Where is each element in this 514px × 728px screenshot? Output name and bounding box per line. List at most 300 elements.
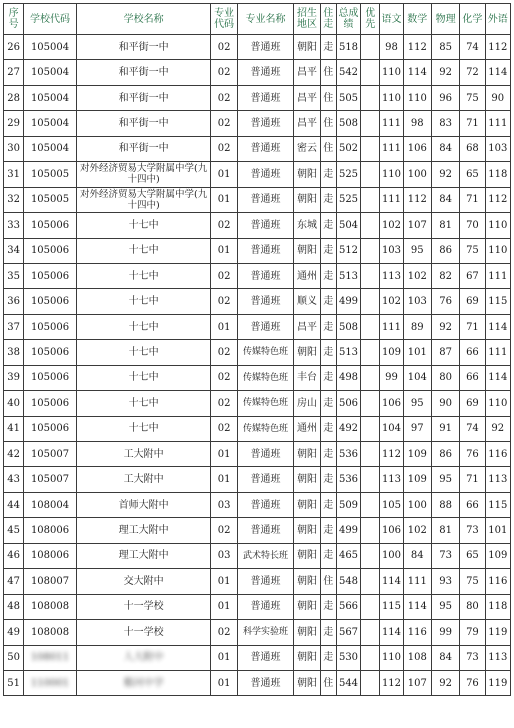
total-score-cell: 548 <box>336 569 360 594</box>
english-cell: 114 <box>485 314 510 339</box>
seq-cell: 28 <box>4 85 24 110</box>
math-cell: 110 <box>403 85 431 110</box>
seq-cell: 40 <box>4 391 24 416</box>
region-cell: 东城 <box>294 213 320 238</box>
school-code-cell: 108011 <box>24 645 77 670</box>
header-seq: 序号 <box>4 4 24 35</box>
header-physics: 物理 <box>431 4 459 35</box>
priority-cell <box>361 136 380 161</box>
header-total: 总成绩 <box>336 4 360 35</box>
region-cell: 朝阳 <box>294 442 320 467</box>
math-cell: 95 <box>403 391 431 416</box>
english-cell: 103 <box>485 136 510 161</box>
boarding-cell: 走 <box>320 543 336 568</box>
chemistry-cell: 75 <box>460 569 485 594</box>
boarding-cell: 住 <box>320 111 336 136</box>
english-cell: 115 <box>485 289 510 314</box>
major-name-cell: 普通班 <box>237 314 294 339</box>
math-cell: 101 <box>403 340 431 365</box>
table-row <box>4 518 511 543</box>
school-code-cell: 105006 <box>24 238 77 263</box>
school-code-cell: 105006 <box>24 416 77 441</box>
table-row <box>4 111 511 136</box>
chinese-cell: 112 <box>380 442 403 467</box>
math-cell: 103 <box>403 289 431 314</box>
priority-cell <box>361 391 380 416</box>
total-score-cell: 504 <box>336 213 360 238</box>
region-cell: 朝阳 <box>294 645 320 670</box>
seq-cell: 33 <box>4 213 24 238</box>
seq-cell: 30 <box>4 136 24 161</box>
math-cell: 108 <box>403 645 431 670</box>
region-cell: 昌平 <box>294 111 320 136</box>
region-cell: 房山 <box>294 391 320 416</box>
table-row <box>4 85 511 110</box>
major-code-cell: 02 <box>211 416 237 441</box>
chinese-cell: 106 <box>380 391 403 416</box>
boarding-cell: 走 <box>320 263 336 288</box>
priority-cell <box>361 187 380 212</box>
chemistry-cell: 74 <box>460 416 485 441</box>
math-cell: 109 <box>403 442 431 467</box>
major-code-cell: 01 <box>211 467 237 492</box>
priority-cell <box>361 620 380 645</box>
table-row <box>4 162 511 187</box>
math-cell: 114 <box>403 594 431 619</box>
boarding-cell: 走 <box>320 187 336 212</box>
seq-cell: 37 <box>4 314 24 339</box>
math-cell: 107 <box>403 213 431 238</box>
school-name-cell: 十七中 <box>76 340 211 365</box>
major-name-cell: 武术特长班 <box>237 543 294 568</box>
chinese-cell: 111 <box>380 111 403 136</box>
seq-cell: 43 <box>4 467 24 492</box>
school-name-cell: 十七中 <box>76 238 211 263</box>
major-name-cell: 普通班 <box>237 238 294 263</box>
region-cell: 朝阳 <box>294 620 320 645</box>
region-cell: 朝阳 <box>294 467 320 492</box>
header-chemistry: 化学 <box>460 4 485 35</box>
chemistry-cell: 80 <box>460 594 485 619</box>
physics-cell: 93 <box>431 569 459 594</box>
chemistry-cell: 65 <box>460 543 485 568</box>
school-code-cell: 105006 <box>24 340 77 365</box>
english-cell: 118 <box>485 594 510 619</box>
region-cell: 昌平 <box>294 314 320 339</box>
school-name-cell: 和平街一中 <box>76 85 211 110</box>
physics-cell: 86 <box>431 442 459 467</box>
region-cell: 朝阳 <box>294 238 320 263</box>
major-name-cell: 普通班 <box>237 213 294 238</box>
major-name-cell: 普通班 <box>237 492 294 517</box>
major-name-cell: 普通班 <box>237 162 294 187</box>
math-cell: 112 <box>403 35 431 60</box>
physics-cell: 81 <box>431 213 459 238</box>
math-cell: 114 <box>403 60 431 85</box>
region-cell: 朝阳 <box>294 35 320 60</box>
priority-cell <box>361 569 380 594</box>
english-cell: 112 <box>485 187 510 212</box>
physics-cell: 80 <box>431 365 459 390</box>
seq-cell: 26 <box>4 35 24 60</box>
english-cell: 118 <box>485 162 510 187</box>
boarding-cell: 走 <box>320 416 336 441</box>
english-cell: 111 <box>485 111 510 136</box>
priority-cell <box>361 645 380 670</box>
priority-cell <box>361 60 380 85</box>
chemistry-cell: 70 <box>460 213 485 238</box>
table-row <box>4 467 511 492</box>
seq-cell: 32 <box>4 187 24 212</box>
region-cell: 朝阳 <box>294 543 320 568</box>
table-row <box>4 263 511 288</box>
major-name-cell: 传媒特色班 <box>237 365 294 390</box>
chemistry-cell: 69 <box>460 289 485 314</box>
physics-cell: 84 <box>431 645 459 670</box>
boarding-cell: 走 <box>320 645 336 670</box>
seq-cell: 35 <box>4 263 24 288</box>
chemistry-cell: 71 <box>460 111 485 136</box>
physics-cell: 88 <box>431 492 459 517</box>
boarding-cell: 住 <box>320 136 336 161</box>
chemistry-cell: 73 <box>460 645 485 670</box>
school-code-cell: 105004 <box>24 111 77 136</box>
priority-cell <box>361 35 380 60</box>
school-name-cell: 十七中 <box>76 289 211 314</box>
english-cell: 110 <box>485 238 510 263</box>
seq-cell: 39 <box>4 365 24 390</box>
chemistry-cell: 67 <box>460 263 485 288</box>
major-name-cell: 普通班 <box>237 569 294 594</box>
physics-cell: 99 <box>431 620 459 645</box>
priority-cell <box>361 213 380 238</box>
table-row <box>4 136 511 161</box>
math-cell: 111 <box>403 569 431 594</box>
english-cell: 113 <box>485 467 510 492</box>
header-school-code: 学校代码 <box>24 4 77 35</box>
chinese-cell: 112 <box>380 670 403 695</box>
total-score-cell: 509 <box>336 492 360 517</box>
school-name-cell: 对外经济贸易大学附属中学(九十四中) <box>76 162 211 187</box>
school-name-cell: 十七中 <box>76 314 211 339</box>
school-name-cell: 和平街一中 <box>76 35 211 60</box>
english-cell: 116 <box>485 569 510 594</box>
school-code-cell: 105007 <box>24 442 77 467</box>
school-code-cell: 105004 <box>24 85 77 110</box>
seq-cell: 29 <box>4 111 24 136</box>
total-score-cell: 508 <box>336 314 360 339</box>
school-name-cell: 对外经济贸易大学附属中学(九十四中) <box>76 187 211 212</box>
physics-cell: 92 <box>431 314 459 339</box>
seq-cell: 51 <box>4 670 24 695</box>
chemistry-cell: 73 <box>460 518 485 543</box>
chemistry-cell: 65 <box>460 162 485 187</box>
table-row <box>4 442 511 467</box>
priority-cell <box>361 162 380 187</box>
boarding-cell: 住 <box>320 60 336 85</box>
school-name-cell: 谿河中学 <box>76 670 211 695</box>
priority-cell <box>361 238 380 263</box>
physics-cell: 87 <box>431 340 459 365</box>
major-code-cell: 02 <box>211 365 237 390</box>
school-code-cell: 108007 <box>24 569 77 594</box>
chinese-cell: 114 <box>380 620 403 645</box>
major-name-cell: 普通班 <box>237 136 294 161</box>
english-cell: 114 <box>485 60 510 85</box>
boarding-cell: 走 <box>320 289 336 314</box>
school-code-cell: 105004 <box>24 136 77 161</box>
chinese-cell: 106 <box>380 518 403 543</box>
table-row <box>4 543 511 568</box>
math-cell: 84 <box>403 543 431 568</box>
region-cell: 朝阳 <box>294 569 320 594</box>
chinese-cell: 110 <box>380 85 403 110</box>
seq-cell: 36 <box>4 289 24 314</box>
school-code-cell: 105007 <box>24 467 77 492</box>
school-name-cell: 和平街一中 <box>76 136 211 161</box>
priority-cell <box>361 543 380 568</box>
school-code-cell: 105006 <box>24 314 77 339</box>
priority-cell <box>361 670 380 695</box>
english-cell: 110 <box>485 213 510 238</box>
priority-cell <box>361 365 380 390</box>
total-score-cell: 542 <box>336 60 360 85</box>
boarding-cell: 走 <box>320 467 336 492</box>
math-cell: 102 <box>403 263 431 288</box>
major-name-cell: 普通班 <box>237 289 294 314</box>
physics-cell: 92 <box>431 162 459 187</box>
school-name-cell: 十七中 <box>76 365 211 390</box>
chemistry-cell: 75 <box>460 85 485 110</box>
math-cell: 112 <box>403 187 431 212</box>
total-score-cell: 492 <box>336 416 360 441</box>
region-cell: 朝阳 <box>294 670 320 695</box>
english-cell: 111 <box>485 263 510 288</box>
school-name-cell: 十七中 <box>76 416 211 441</box>
chemistry-cell: 68 <box>460 136 485 161</box>
math-cell: 98 <box>403 111 431 136</box>
major-code-cell: 02 <box>211 60 237 85</box>
physics-cell: 86 <box>431 238 459 263</box>
priority-cell <box>361 263 380 288</box>
school-name-cell: 理工大附中 <box>76 518 211 543</box>
math-cell: 104 <box>403 365 431 390</box>
math-cell: 106 <box>403 136 431 161</box>
physics-cell: 92 <box>431 60 459 85</box>
chinese-cell: 110 <box>380 162 403 187</box>
priority-cell <box>361 111 380 136</box>
priority-cell <box>361 442 380 467</box>
english-cell: 116 <box>485 442 510 467</box>
major-name-cell: 普通班 <box>237 85 294 110</box>
priority-cell <box>361 340 380 365</box>
seq-cell: 41 <box>4 416 24 441</box>
region-cell: 通州 <box>294 416 320 441</box>
seq-cell: 38 <box>4 340 24 365</box>
total-score-cell: 544 <box>336 670 360 695</box>
chinese-cell: 111 <box>380 136 403 161</box>
chinese-cell: 110 <box>380 60 403 85</box>
header-english: 外语 <box>485 4 510 35</box>
boarding-cell: 走 <box>320 594 336 619</box>
priority-cell <box>361 594 380 619</box>
total-score-cell: 536 <box>336 467 360 492</box>
priority-cell <box>361 314 380 339</box>
major-name-cell: 传媒特色班 <box>237 391 294 416</box>
header-boarding: 住走 <box>320 4 336 35</box>
seq-cell: 48 <box>4 594 24 619</box>
physics-cell: 83 <box>431 111 459 136</box>
school-code-cell: 105004 <box>24 35 77 60</box>
major-name-cell: 传媒特色班 <box>237 416 294 441</box>
priority-cell <box>361 518 380 543</box>
table-row <box>4 492 511 517</box>
chinese-cell: 98 <box>380 35 403 60</box>
region-cell: 朝阳 <box>294 492 320 517</box>
total-score-cell: 499 <box>336 289 360 314</box>
table-header-row <box>4 4 511 35</box>
chemistry-cell: 71 <box>460 467 485 492</box>
chinese-cell: 110 <box>380 645 403 670</box>
major-name-cell: 普通班 <box>237 263 294 288</box>
seq-cell: 45 <box>4 518 24 543</box>
school-name-cell: 理工大附中 <box>76 543 211 568</box>
major-code-cell: 02 <box>211 289 237 314</box>
region-cell: 朝阳 <box>294 518 320 543</box>
major-code-cell: 01 <box>211 442 237 467</box>
school-name-cell: 十一学校 <box>76 620 211 645</box>
school-name-cell: 十一学校 <box>76 594 211 619</box>
total-score-cell: 513 <box>336 263 360 288</box>
boarding-cell: 住 <box>320 670 336 695</box>
table-row <box>4 416 511 441</box>
major-code-cell: 02 <box>211 85 237 110</box>
seq-cell: 47 <box>4 569 24 594</box>
region-cell: 顺义 <box>294 289 320 314</box>
chinese-cell: 103 <box>380 238 403 263</box>
chinese-cell: 111 <box>380 314 403 339</box>
english-cell: 110 <box>485 391 510 416</box>
school-code-cell: 105004 <box>24 60 77 85</box>
english-cell: 115 <box>485 492 510 517</box>
total-score-cell: 530 <box>336 645 360 670</box>
total-score-cell: 536 <box>336 442 360 467</box>
chemistry-cell: 76 <box>460 442 485 467</box>
school-code-cell: 108006 <box>24 518 77 543</box>
school-name-cell: 人大附中 <box>76 645 211 670</box>
region-cell: 昌平 <box>294 60 320 85</box>
major-name-cell: 普通班 <box>237 442 294 467</box>
table-row <box>4 289 511 314</box>
school-code-cell: 105005 <box>24 162 77 187</box>
major-code-cell: 02 <box>211 111 237 136</box>
physics-cell: 96 <box>431 85 459 110</box>
major-name-cell: 传媒特色班 <box>237 340 294 365</box>
math-cell: 100 <box>403 492 431 517</box>
total-score-cell: 499 <box>336 518 360 543</box>
priority-cell <box>361 492 380 517</box>
major-name-cell: 普通班 <box>237 60 294 85</box>
chinese-cell: 100 <box>380 543 403 568</box>
boarding-cell: 走 <box>320 162 336 187</box>
region-cell: 密云 <box>294 136 320 161</box>
header-school-name: 学校名称 <box>76 4 211 35</box>
physics-cell: 91 <box>431 416 459 441</box>
admissions-score-table <box>3 3 511 696</box>
boarding-cell: 走 <box>320 518 336 543</box>
major-code-cell: 02 <box>211 136 237 161</box>
header-major-name: 专业名称 <box>237 4 294 35</box>
major-code-cell: 02 <box>211 620 237 645</box>
school-code-cell: 105006 <box>24 289 77 314</box>
region-cell: 朝阳 <box>294 340 320 365</box>
chinese-cell: 113 <box>380 263 403 288</box>
seq-cell: 44 <box>4 492 24 517</box>
physics-cell: 84 <box>431 136 459 161</box>
region-cell: 丰台 <box>294 365 320 390</box>
boarding-cell: 走 <box>320 314 336 339</box>
total-score-cell: 506 <box>336 391 360 416</box>
major-name-cell: 普通班 <box>237 111 294 136</box>
chemistry-cell: 66 <box>460 492 485 517</box>
school-code-cell: 108008 <box>24 620 77 645</box>
major-code-cell: 01 <box>211 670 237 695</box>
english-cell: 92 <box>485 416 510 441</box>
school-code-cell: 105006 <box>24 365 77 390</box>
table-row <box>4 35 511 60</box>
physics-cell: 90 <box>431 391 459 416</box>
header-math: 数学 <box>403 4 431 35</box>
seq-cell: 42 <box>4 442 24 467</box>
math-cell: 116 <box>403 620 431 645</box>
school-code-cell: 105006 <box>24 391 77 416</box>
major-name-cell: 科学实验班 <box>237 620 294 645</box>
table-row <box>4 594 511 619</box>
english-cell: 111 <box>485 340 510 365</box>
physics-cell: 95 <box>431 594 459 619</box>
boarding-cell: 走 <box>320 238 336 263</box>
header-priority: 优先 <box>361 4 380 35</box>
chinese-cell: 113 <box>380 467 403 492</box>
total-score-cell: 525 <box>336 187 360 212</box>
major-code-cell: 01 <box>211 645 237 670</box>
major-code-cell: 02 <box>211 35 237 60</box>
table-row <box>4 213 511 238</box>
boarding-cell: 走 <box>320 340 336 365</box>
seq-cell: 49 <box>4 620 24 645</box>
seq-cell: 34 <box>4 238 24 263</box>
english-cell: 90 <box>485 85 510 110</box>
chemistry-cell: 66 <box>460 365 485 390</box>
chemistry-cell: 72 <box>460 60 485 85</box>
total-score-cell: 512 <box>336 238 360 263</box>
major-code-cell: 01 <box>211 594 237 619</box>
chemistry-cell: 69 <box>460 391 485 416</box>
total-score-cell: 513 <box>336 340 360 365</box>
chinese-cell: 99 <box>380 365 403 390</box>
seq-cell: 27 <box>4 60 24 85</box>
region-cell: 昌平 <box>294 85 320 110</box>
major-code-cell: 02 <box>211 391 237 416</box>
boarding-cell: 住 <box>320 569 336 594</box>
major-code-cell: 02 <box>211 340 237 365</box>
math-cell: 95 <box>403 238 431 263</box>
school-code-cell: 108008 <box>24 594 77 619</box>
table-row <box>4 60 511 85</box>
chemistry-cell: 79 <box>460 620 485 645</box>
chemistry-cell: 75 <box>460 238 485 263</box>
major-name-cell: 普通班 <box>237 35 294 60</box>
